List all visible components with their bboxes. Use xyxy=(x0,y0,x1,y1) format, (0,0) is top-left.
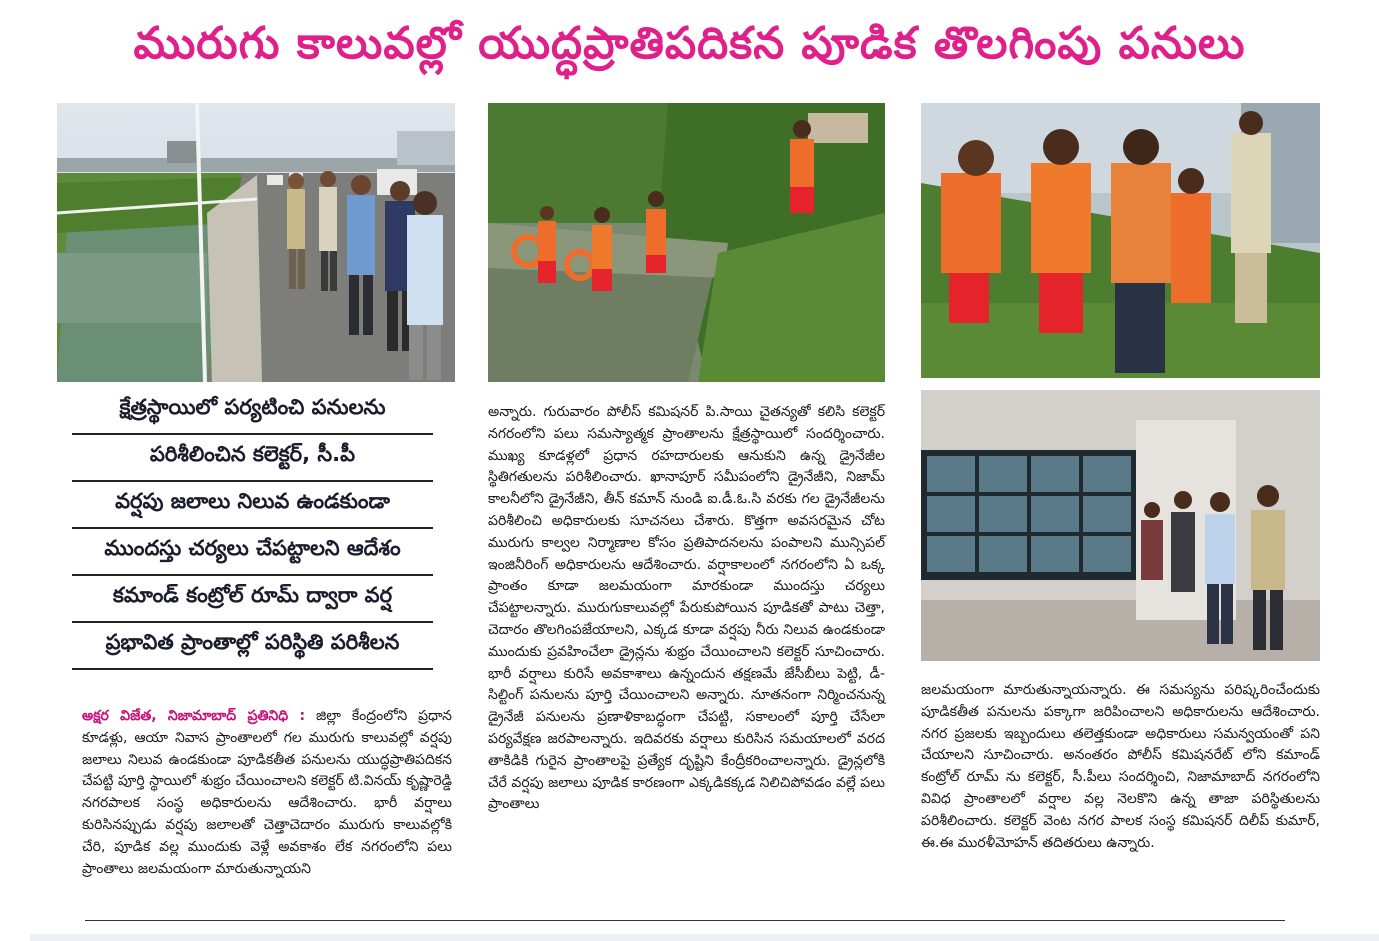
article-text: జిల్లా కేంద్రంలోని ప్రధాన కూడళ్లు, ఆయా నివాస ప్రాంతాలలో గల మురుగు కాలువల్లో వర్షపు జలాలు నిలువ ఉండకుండా పూడికతీత పనులను యుద్ధప్రాతిపదికన చేపట్టి పూర్తి స్థాయిలో శుభ్రం చేయించాలని కలెక్టర్ టి.వినయ్ కృష్ణారెడ్డి నగరపాలక సంస్థ అధికారులను ఆదేశించారు. భారీ వర్షాలు కురిసినప్పుడు వర్షపు జలాలతో చెత్తాచెదారం మురుగు కాలువల్లోకి చేరి, పూడిక వల్ల ముందుకు వెళ్లే అవకాశం లేక నగరంలోని పలు ప్రాంతాలు జలమయంగా మారుతున్నాయని xyxy=(82,708,452,877)
subheading-line: పరిశీలించిన కలెక్టర్, సీ.పీ xyxy=(72,435,433,482)
subheading-line: ప్రభావిత ప్రాంతాల్లో పరిస్థితి పరిశీలన xyxy=(72,623,433,670)
subheading-line: క్షేత్రస్థాయిలో పర్యటించి పనులను xyxy=(72,388,433,435)
subheadings xyxy=(60,388,445,670)
bottom-divider xyxy=(85,920,1285,921)
photo-command-control-room xyxy=(921,390,1320,661)
photo-rescue-team-in-water xyxy=(488,103,885,382)
article-column-2 xyxy=(488,402,885,816)
photo-officials-crossing-terrain xyxy=(921,103,1320,378)
bottom-band xyxy=(30,934,1379,941)
article-text: జలమయంగా మారుతున్నాయన్నారు. ఈ సమస్యను పరిష్కరించేందుకు పూడికతీత పనులను పక్కాగా జరిపించాలని అధికారులను ఆదేశించారు. నగర ప్రజలకు ఇబ్బందులు తలెత్తకుండా అధికారులు సమన్వయంతో పని చేయాలని సూచించారు. అనంతరం పోలీస్ కమిషనరేట్ లోని కమాండ్ కంట్రోల్ రూమ్ ను కలెక్టర్, సీ.పీలు సందర్శించి, నిజామాబాద్ నగరంలోని వివిధ ప్రాంతాలలో వర్షాల వల్ల నెలకొని ఉన్న తాజా పరిస్థితులను పరిశీలించారు. కలెక్టర్ వెంట నగర పాలక సంస్థ కమిషనర్ దిలీప్ కుమార్, ఈ.ఈ మురళీమోహన్ తదితరులు ఉన్నారు. xyxy=(921,682,1320,851)
subheading-line: వర్షపు జలాలు నిలువ ఉండకుండా xyxy=(72,482,433,529)
article-column-3 xyxy=(921,680,1320,854)
article-column-1 xyxy=(82,706,452,880)
article-text: అన్నారు. గురువారం పోలీస్ కమిషనర్ పి.సాయి చైతన్యతో కలిసి కలెక్టర్ నగరంలోని పలు సమస్యాత్మక ప్రాంతాలను క్షేత్రస్థాయిలో సందర్శించారు. ముఖ్య కూడళ్లలో ప్రధాన రహదారులకు ఆనుకుని ఉన్న డ్రైనేజీల స్థితిగతులను పరిశీలించారు. ఖానాపూర్ సమీపంలోని డ్రైనేజీని, నిజామ్ కాలనీలోని డ్రైనేజీని, తీన్ కమాన్ నుండి ఐ.డీ.ఓ.సి వరకు గల డ్రైనేజీలను పరిశీలించి అధికారులకు సూచనలు చేశారు. కొత్తగా అవసరమైన చోట మురుగు కాల్వల నిర్మాణాల కోసం ప్రతిపాదనలను పంపాలని మున్సిపల్ ఇంజినీరింగ్ అధికారులను ఆదేశించారు. వర్షాకాలంలో నగరంలోని ఏ ఒక్క ప్రాంతం కూడా జలమయంగా మారకుండా ముందస్తు చర్యలు చేపట్టాలన్నారు. మురుగుకాలువల్లో పేరుకుపోయిన పూడికతో పాటు చెత్తా, చెదారం తొలగింపజేయాలని, ఎక్కడ కూడా వర్షపు నీరు నిలువ ఉండకుండా ముందుకు ప్రవహించేలా డ్రైన్లను శుభ్రం చేయించాలని కలెక్టర్ సూచించారు. భారీ వర్షాలు కురిసే అవకాశాలు ఉన్నందున తక్షణమే జేసీబీలు పెట్టి, డీ-సిల్టింగ్ పనులను పూర్తి చేయించాలని అన్నారు. నూతనంగా నిర్మించనున్న డ్రైనేజీ పనులను ప్రణాళికాబద్ధంగా చేపట్టి, సకాలంలో పూర్తి చేసేలా పర్యవేక్షణ జరపాలన్నారు. ఇదివరకు వర్షాలు కురిసిన సమయాలలో వరద తాకిడికి గురైన ప్రాంతాలపై ప్రత్యేక దృష్టిని కేంద్రీకరించాలన్నారు. డ్రైన్లలోకి చేరే వర్షపు జలాలు పూడిక కారణంగా ఎక్కడికక్కడ నిలిచిపోవడం వల్లే పలు ప్రాంతాలు xyxy=(488,404,885,813)
subheading-line: కమాండ్ కంట్రోల్ రూమ్ ద్వారా వర్ష xyxy=(72,576,433,623)
subheading-line: ముందస్తు చర్యలు చేపట్టాలని ఆదేశం xyxy=(72,529,433,576)
headline: మురుగు కాలువల్లో యుద్ధప్రాతిపదికన పూడిక తొలగింపు పనులు xyxy=(133,18,1246,69)
photo-officials-inspecting-canal xyxy=(57,103,455,382)
byline: అక్షర విజేత, నిజామాబాద్ ప్రతినిధి : xyxy=(82,708,306,724)
